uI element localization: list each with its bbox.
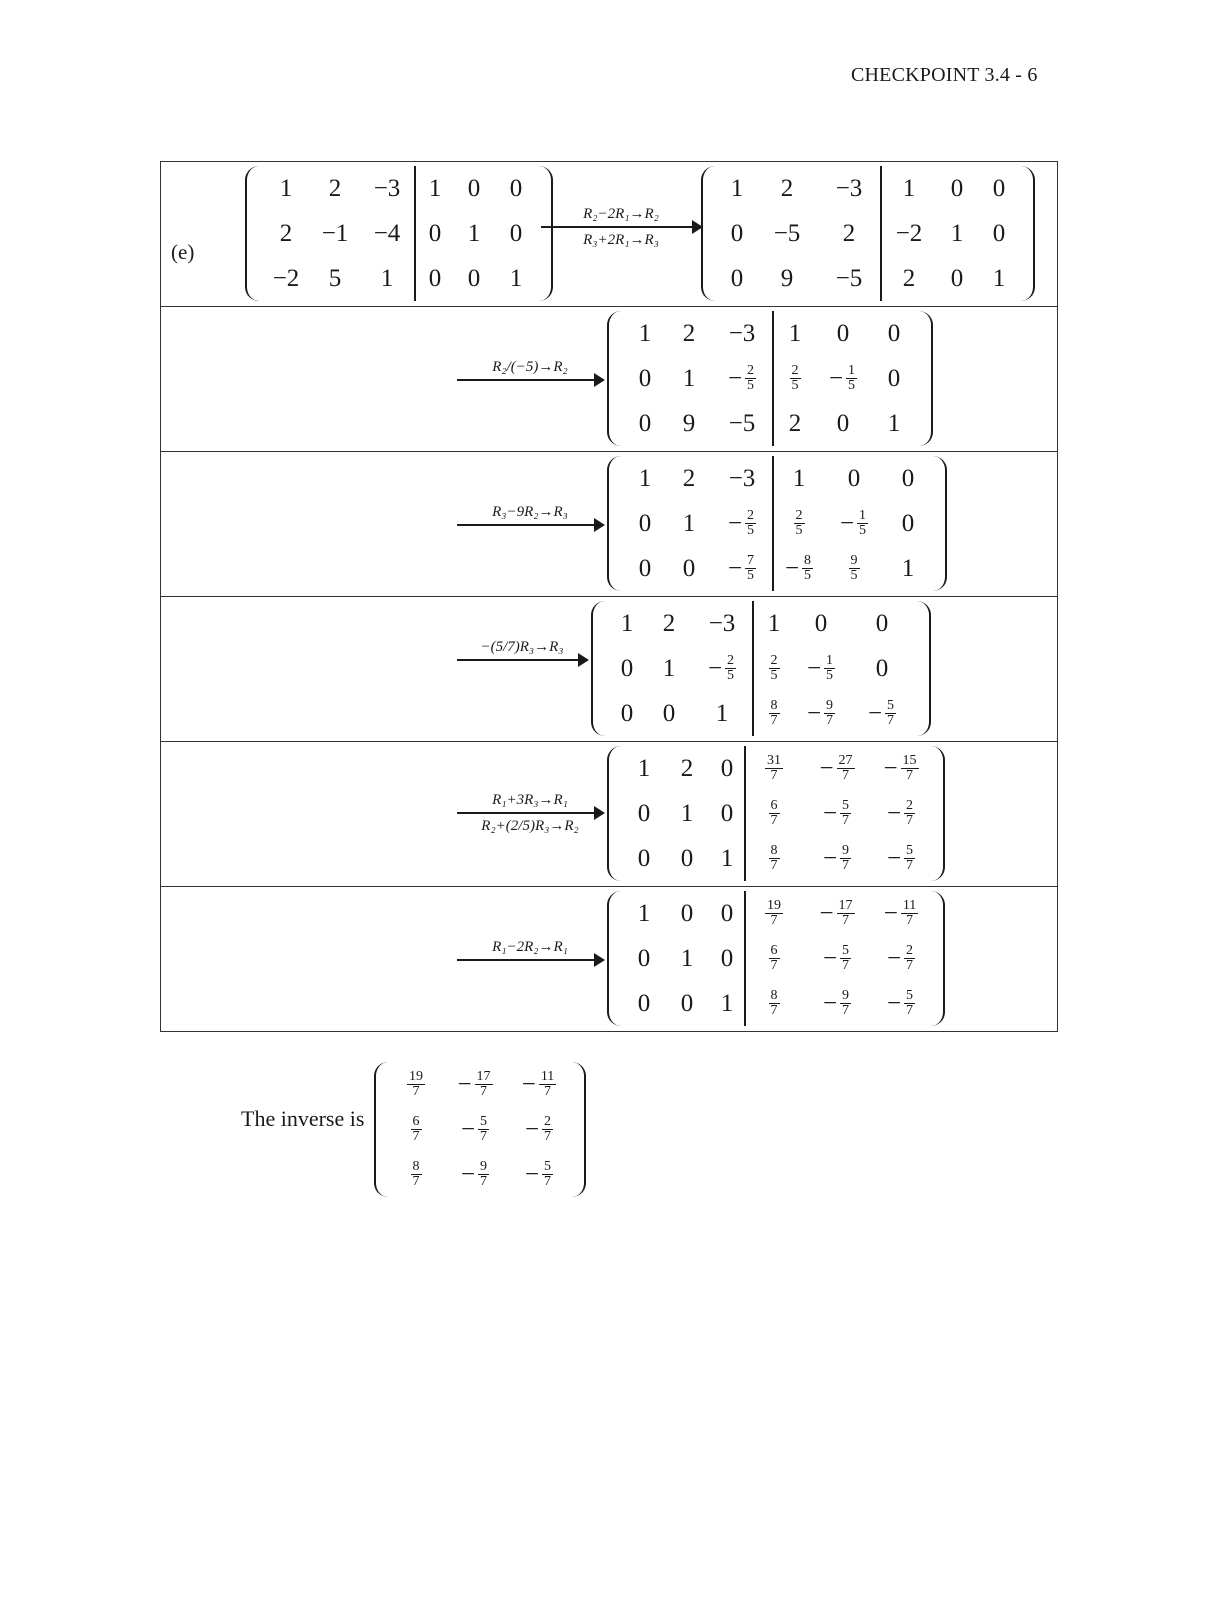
step-row-1	[161, 162, 1057, 306]
matrix-entry: 0	[680, 844, 694, 872]
matrix-entry: − $\frac{17}{7}$	[819, 898, 853, 928]
row-op-label: R₂+(2/5)R₃→R₂	[481, 818, 579, 834]
matrix-entry: − $\frac{5}{7}$	[822, 943, 850, 973]
matrix-entry: 2	[328, 174, 342, 202]
matrix-entry: $\frac{8}{7}$	[744, 836, 802, 881]
row-op-arrow-4	[457, 637, 587, 663]
matrix-entry: 2	[682, 464, 696, 492]
matrix-entry: 1	[682, 364, 696, 392]
matrix-entry: − $\frac{8}{5}$	[772, 546, 824, 591]
matrix-entry: 0	[875, 654, 889, 682]
matrix-entry: 1	[467, 219, 481, 247]
matrix-entry: 0	[638, 409, 652, 437]
matrix-entry: 0	[836, 409, 850, 437]
matrix-entry: 0	[509, 219, 523, 247]
matrix-entry: 0	[901, 464, 915, 492]
matrix-entry: 1	[662, 654, 676, 682]
part-label: (e)	[171, 240, 195, 264]
matrix-entry: 0	[950, 174, 964, 202]
row-op-label: R₃−9R₂→R₃	[492, 504, 568, 520]
matrix-entry: $\frac{31}{7}$	[744, 746, 802, 791]
matrix-entry: 1	[620, 609, 634, 637]
matrix-entry: 9	[682, 409, 696, 437]
matrix-entry: −3	[835, 174, 863, 202]
matrix-entry: 2	[662, 609, 676, 637]
matrix-entry: 0	[509, 174, 523, 202]
matrix-entry: 1	[992, 264, 1006, 292]
matrix-entry: $\frac{6}{7}$	[744, 936, 802, 981]
page-header: CHECKPOINT 3.4 - 6	[851, 64, 1038, 86]
matrix-entry: 1	[880, 166, 936, 211]
matrix-entry: 1	[637, 754, 651, 782]
matrix-entry: 1	[680, 944, 694, 972]
matrix-entry: 0	[887, 319, 901, 347]
matrix-entry: 0	[638, 554, 652, 582]
matrix-entry: 0	[680, 899, 694, 927]
matrix-entry: −3	[728, 319, 756, 347]
matrix-entry: 1	[715, 699, 729, 727]
matrix-entry: − $\frac{15}{7}$	[883, 753, 917, 783]
matrix-entry: $\frac{6}{7}$	[744, 791, 802, 836]
matrix-entry: 1	[887, 409, 901, 437]
augmented-matrix-step-5	[607, 746, 945, 881]
augmented-matrix-step-3	[607, 456, 947, 591]
matrix-entry: 0	[730, 219, 744, 247]
matrix-entry: − $\frac{5}{7}$	[822, 798, 850, 828]
matrix-entry: − $\frac{2}{7}$	[524, 1114, 552, 1144]
matrix-entry: − $\frac{5}{7}$	[867, 698, 895, 728]
matrix-entry: − $\frac{9}{7}$	[806, 698, 834, 728]
matrix-entry: 1	[772, 456, 824, 501]
matrix-entry: 0	[414, 256, 454, 301]
matrix-entry: 1	[720, 989, 734, 1017]
matrix-entry: − $\frac{9}{7}$	[822, 843, 850, 873]
row-op-label: R₁+3R₃→R₁	[492, 792, 568, 808]
matrix-entry: 2	[680, 754, 694, 782]
matrix-entry: −4	[373, 219, 401, 247]
matrix-entry: 2	[842, 219, 856, 247]
matrix-entry: 0	[836, 319, 850, 347]
row-op-arrow-5	[457, 790, 603, 836]
step-row-2	[161, 307, 1057, 451]
matrix-entry: 0	[414, 211, 454, 256]
matrix-entry: 1	[637, 899, 651, 927]
row-op-label: R₂−2R₁→R₂	[583, 206, 659, 222]
matrix-entry: 1	[638, 464, 652, 492]
matrix-entry: −5	[773, 219, 801, 247]
matrix-entry: 0	[730, 264, 744, 292]
matrix-entry: −5	[728, 409, 756, 437]
matrix-entry: −3	[373, 174, 401, 202]
matrix-entry: $\frac{9}{5}$	[850, 553, 858, 583]
matrix-entry: 0	[682, 554, 696, 582]
matrix-entry: − $\frac{17}{7}$	[457, 1069, 491, 1099]
matrix-entry: 0	[901, 509, 915, 537]
matrix-entry: − $\frac{5}{7}$	[886, 988, 914, 1018]
matrix-entry: − $\frac{5}{7}$	[524, 1159, 552, 1189]
matrix-entry: 1	[901, 554, 915, 582]
matrix-entry: 5	[328, 264, 342, 292]
matrix-entry: 0	[720, 799, 734, 827]
matrix-entry: − $\frac{1}{5}$	[828, 363, 856, 393]
matrix-entry: 0	[638, 364, 652, 392]
row-op-arrow-3	[457, 502, 603, 528]
matrix-entry: −1	[321, 219, 349, 247]
matrix-entry: 0	[875, 609, 889, 637]
augmented-matrix-step-4	[591, 601, 931, 736]
matrix-entry: 1	[638, 319, 652, 347]
row-op-label: R₁−2R₂→R₁	[492, 939, 568, 955]
matrix-entry: 0	[720, 899, 734, 927]
step-row-4	[161, 597, 1057, 741]
matrix-entry: − $\frac{27}{7}$	[819, 753, 853, 783]
matrix-entry: 0	[720, 754, 734, 782]
matrix-entry: − $\frac{9}{7}$	[460, 1159, 488, 1189]
matrix-entry: − $\frac{9}{7}$	[822, 988, 850, 1018]
row-op-arrow-6	[457, 937, 603, 963]
augmented-matrix-step-6	[607, 891, 945, 1026]
matrix-entry: 0	[637, 944, 651, 972]
matrix-entry: − $\frac{5}{7}$	[886, 843, 914, 873]
matrix-entry: −3	[728, 464, 756, 492]
matrix-entry: − $\frac{2}{5}$	[727, 508, 755, 538]
matrix-entry: 9	[780, 264, 794, 292]
matrix-entry: 1	[509, 264, 523, 292]
row-reduction-table	[160, 161, 1058, 1032]
matrix-entry: 1	[772, 311, 816, 356]
row-op-label: R₂/(−5)→R₂	[492, 359, 568, 375]
matrix-entry: − $\frac{5}{7}$	[460, 1114, 488, 1144]
matrix-entry: − $\frac{2}{7}$	[886, 943, 914, 973]
step-row-3	[161, 452, 1057, 596]
matrix-entry: 1	[414, 166, 454, 211]
row-op-arrow-2	[457, 357, 603, 383]
matrix-entry: 0	[814, 609, 828, 637]
matrix-entry: $\frac{19}{7}$	[409, 1069, 423, 1099]
matrix-entry: $\frac{6}{7}$	[412, 1114, 420, 1144]
step-row-6	[161, 887, 1057, 1031]
matrix-entry: 0	[992, 219, 1006, 247]
matrix-entry: − $\frac{7}{5}$	[727, 553, 755, 583]
matrix-entry: − $\frac{2}{5}$	[707, 653, 735, 683]
matrix-entry: 2	[880, 256, 936, 301]
matrix-entry: 1	[950, 219, 964, 247]
matrix-entry: 0	[720, 944, 734, 972]
matrix-entry: 0	[620, 699, 634, 727]
matrix-entry: −5	[835, 264, 863, 292]
matrix-entry: 0	[847, 464, 861, 492]
matrix-entry: 0	[680, 989, 694, 1017]
matrix-entry: 0	[637, 799, 651, 827]
row-op-label: −(5/7)R₃→R₃	[480, 639, 564, 655]
augmented-matrix-initial	[245, 166, 553, 301]
matrix-entry: $\frac{2}{5}$	[772, 356, 816, 401]
matrix-entry: 0	[950, 264, 964, 292]
matrix-entry: 2	[279, 219, 293, 247]
matrix-entry: 1	[682, 509, 696, 537]
matrix-entry: − $\frac{11}{7}$	[883, 898, 917, 928]
matrix-entry: $\frac{2}{5}$	[772, 501, 824, 546]
augmented-matrix-step-1	[701, 166, 1035, 301]
matrix-entry: 0	[638, 509, 652, 537]
matrix-entry: 0	[637, 989, 651, 1017]
augmented-matrix-step-2	[607, 311, 933, 446]
matrix-entry: 2	[772, 401, 816, 446]
matrix-entry: − $\frac{2}{5}$	[727, 363, 755, 393]
matrix-entry: $\frac{8}{7}$	[412, 1159, 420, 1189]
matrix-entry: 0	[662, 699, 676, 727]
matrix-entry: −2	[272, 264, 300, 292]
matrix-entry: − $\frac{2}{7}$	[886, 798, 914, 828]
matrix-entry: 1	[720, 844, 734, 872]
matrix-entry: 2	[780, 174, 794, 202]
matrix-entry: $\frac{2}{5}$	[752, 646, 794, 691]
matrix-entry: $\frac{19}{7}$	[744, 891, 802, 936]
matrix-entry: $\frac{8}{7}$	[752, 691, 794, 736]
row-op-label: R₃+2R₁→R₃	[583, 232, 659, 248]
matrix-entry: 1	[752, 601, 794, 646]
matrix-entry: $\frac{8}{7}$	[744, 981, 802, 1026]
matrix-entry: 0	[887, 364, 901, 392]
matrix-entry: 2	[682, 319, 696, 347]
matrix-entry: 0	[467, 264, 481, 292]
matrix-entry: − $\frac{11}{7}$	[521, 1069, 555, 1099]
matrix-entry: 0	[467, 174, 481, 202]
step-row-5	[161, 742, 1057, 886]
matrix-entry: 1	[380, 264, 394, 292]
row-op-arrow-1	[541, 204, 701, 250]
inverse-matrix	[374, 1062, 586, 1197]
matrix-entry: 1	[680, 799, 694, 827]
inverse-label: The inverse is	[241, 1106, 365, 1131]
matrix-entry: −2	[880, 211, 936, 256]
matrix-entry: 0	[637, 844, 651, 872]
matrix-entry: 1	[279, 174, 293, 202]
matrix-entry: 0	[992, 174, 1006, 202]
matrix-entry: 0	[620, 654, 634, 682]
matrix-entry: −3	[708, 609, 736, 637]
matrix-entry: − $\frac{1}{5}$	[806, 653, 834, 683]
matrix-entry: 1	[730, 174, 744, 202]
matrix-entry: − $\frac{1}{5}$	[839, 508, 867, 538]
